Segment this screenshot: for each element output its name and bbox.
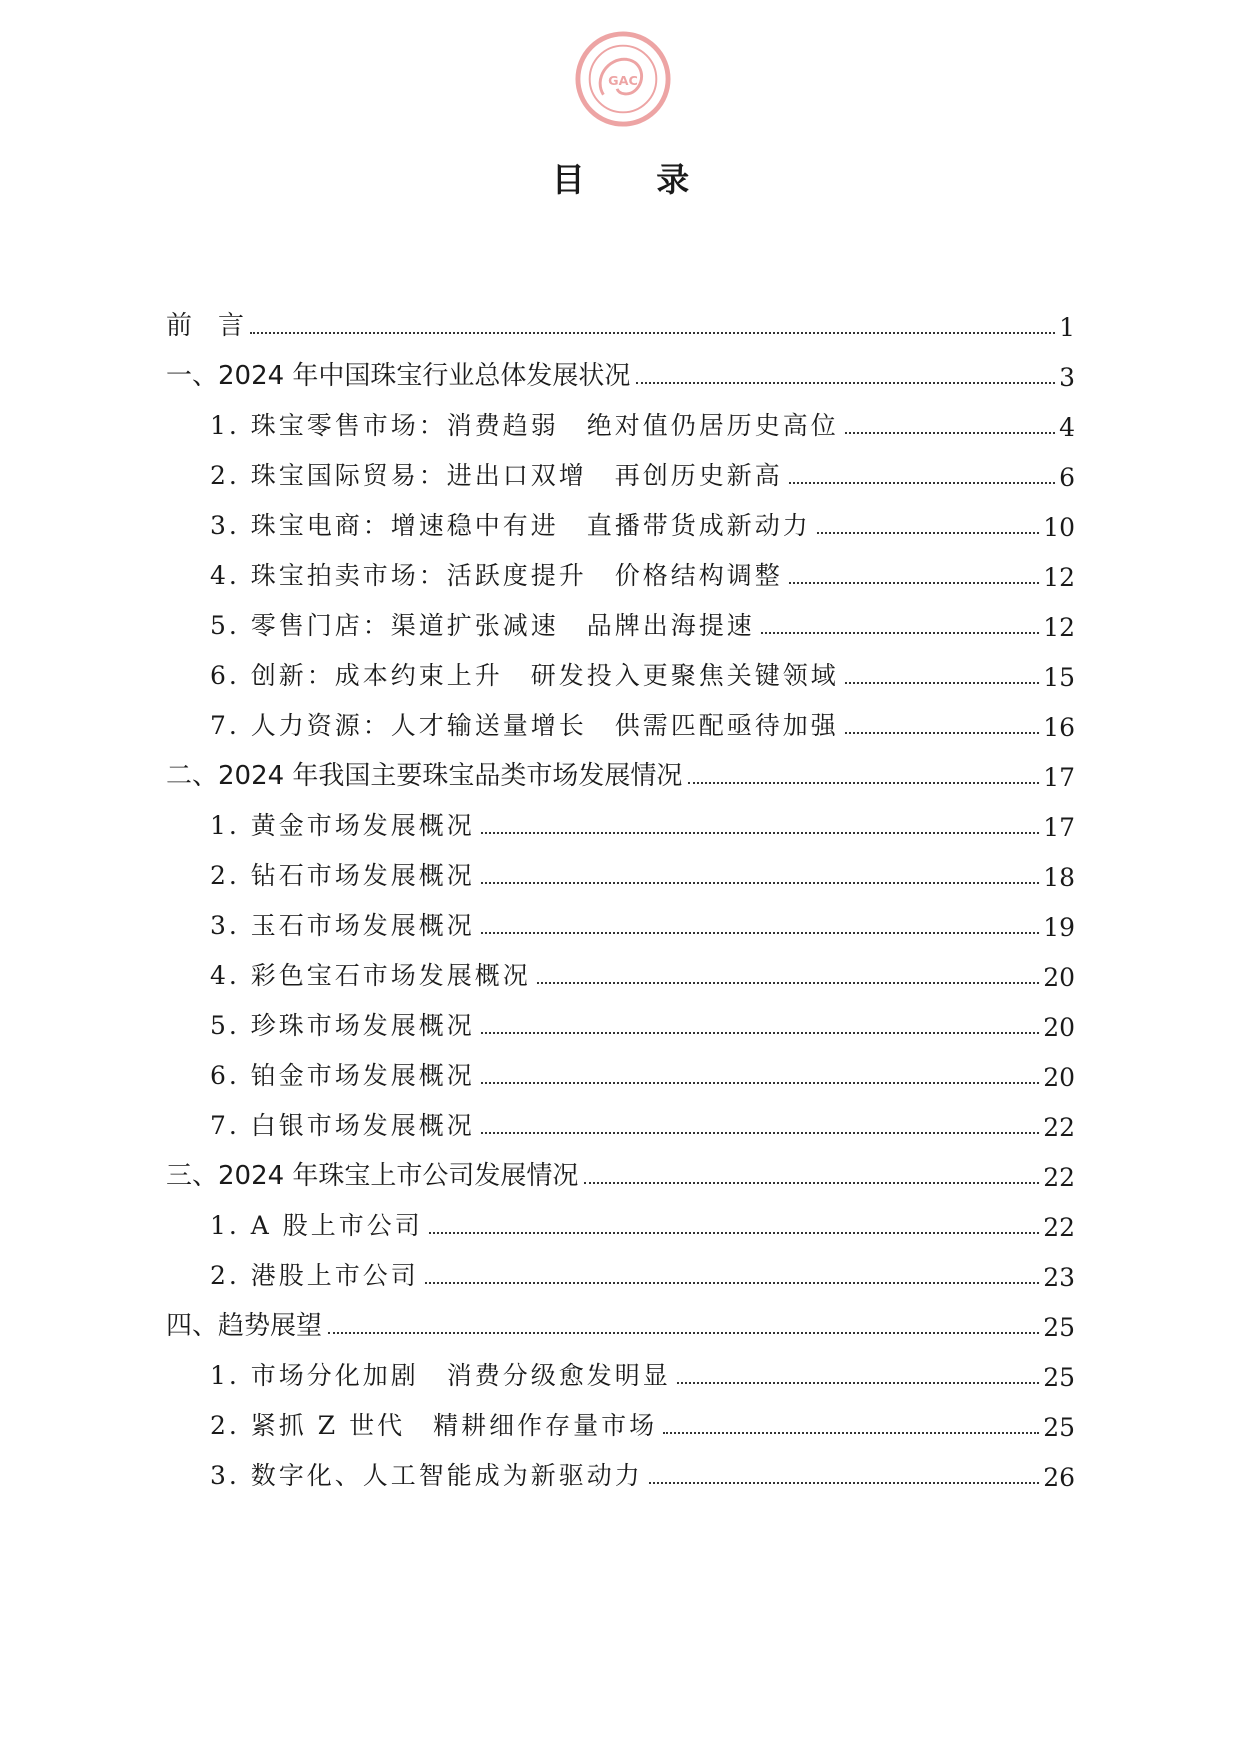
toc-subsection-entry[interactable] [166,892,1075,942]
toc-page-number: 1 [1059,313,1075,342]
toc-entry-label: 4. 珠宝拍卖市场：活跃度提升 价格结构调整 [210,561,783,590]
toc-entry-label: 5. 零售门店：渠道扩张减速 品牌出海提速 [210,611,755,640]
toc-entry-label: 3. 珠宝电商：增速稳中有进 直播带货成新动力 [210,511,811,540]
toc-page-number: 25 [1043,1313,1075,1342]
toc-page-number: 25 [1043,1413,1075,1442]
dot-leader [688,781,1039,784]
dot-leader [845,431,1055,434]
toc-subsection-entry[interactable] [166,1342,1075,1392]
dot-leader [663,1431,1039,1434]
dot-leader [845,681,1039,684]
dot-leader [250,331,1055,334]
toc-page-number: 15 [1043,663,1075,692]
toc-subsection-entry[interactable] [166,492,1075,542]
toc-page-number: 10 [1043,513,1075,542]
toc-subsection-entry[interactable] [166,1392,1075,1442]
toc-subsection-entry[interactable] [166,392,1075,442]
toc-subsection-entry[interactable] [166,692,1075,742]
toc-page-number: 17 [1043,763,1075,792]
toc-page-number: 19 [1043,913,1075,942]
toc-subsection-entry[interactable] [166,842,1075,892]
toc-entry-label: 一、2024 年中国珠宝行业总体发展状况 [166,361,631,391]
dot-leader [649,1481,1039,1484]
toc-subsection-entry[interactable] [166,1042,1075,1092]
toc-entry-label: 1. 市场分化加剧 消费分级愈发明显 [210,1361,671,1390]
toc-entry-label: 7. 人力资源：人才输送量增长 供需匹配亟待加强 [210,711,839,740]
toc-page-number: 22 [1043,1113,1075,1142]
toc-entry-label: 2. 钻石市场发展概况 [210,861,475,890]
toc-page-number: 12 [1043,613,1075,642]
toc-subsection-entry[interactable] [166,1442,1075,1492]
toc-page-number: 20 [1043,1013,1075,1042]
dot-leader [481,1131,1039,1134]
toc-section-entry[interactable] [166,1292,1075,1342]
dot-leader [817,531,1039,534]
toc-entry-label: 4. 彩色宝石市场发展概况 [210,961,531,990]
toc-page-number: 20 [1043,963,1075,992]
toc-page-number: 6 [1059,463,1075,492]
table-of-contents [166,292,1075,1492]
toc-entry-label: 3. 玉石市场发展概况 [210,911,475,940]
dot-leader [789,581,1039,584]
toc-section-entry[interactable] [166,1142,1075,1192]
toc-page-number: 18 [1043,863,1075,892]
toc-page-number: 3 [1059,363,1075,392]
dot-leader [789,481,1055,484]
toc-subsection-entry[interactable] [166,592,1075,642]
toc-subsection-entry[interactable] [166,542,1075,592]
toc-entry-label: 3. 数字化、人工智能成为新驱动力 [210,1461,643,1490]
toc-subsection-entry[interactable] [166,792,1075,842]
dot-leader [761,631,1039,634]
dot-leader [481,931,1039,934]
toc-subsection-entry[interactable] [166,642,1075,692]
toc-entry-label: 二、2024 年我国主要珠宝品类市场发展情况 [166,761,683,791]
dot-leader [584,1181,1039,1184]
toc-entry-label: 前 言 [166,311,245,341]
toc-entry-label: 四、趋势展望 [166,1311,323,1341]
toc-entry-label: 6. 创新：成本约束上升 研发投入更聚焦关键领域 [210,661,839,690]
dot-leader [481,881,1039,884]
toc-page-number: 16 [1043,713,1075,742]
dot-leader [481,831,1039,834]
toc-page-number: 4 [1059,413,1075,442]
toc-subsection-entry[interactable] [166,992,1075,1042]
toc-page-number: 12 [1043,563,1075,592]
toc-section-entry[interactable] [166,292,1075,342]
toc-entry-label: 1. 珠宝零售市场：消费趋弱 绝对值仍居历史高位 [210,411,839,440]
toc-subsection-entry[interactable] [166,1242,1075,1292]
toc-page-number: 25 [1043,1363,1075,1392]
toc-subsection-entry[interactable] [166,942,1075,992]
toc-subsection-entry[interactable] [166,1092,1075,1142]
dot-leader [425,1281,1039,1284]
toc-entry-label: 2. 港股上市公司 [210,1261,419,1290]
toc-entry-label: 5. 珍珠市场发展概况 [210,1011,475,1040]
toc-entry-label: 2. 紧抓 Z 世代 精耕细作存量市场 [210,1411,658,1440]
toc-entry-label: 6. 铂金市场发展概况 [210,1061,475,1090]
toc-entry-label: 1. A 股上市公司 [210,1211,423,1240]
toc-subsection-entry[interactable] [166,1192,1075,1242]
toc-page-number: 26 [1043,1463,1075,1492]
gac-seal-logo [574,30,672,128]
toc-page-number: 20 [1043,1063,1075,1092]
toc-page-number: 22 [1043,1213,1075,1242]
toc-section-entry[interactable] [166,342,1075,392]
toc-entry-label: 三、2024 年珠宝上市公司发展情况 [166,1161,579,1191]
seal-text: GAC [608,73,638,89]
toc-subsection-entry[interactable] [166,442,1075,492]
toc-page-number: 17 [1043,813,1075,842]
dot-leader [845,731,1039,734]
toc-entry-label: 2. 珠宝国际贸易：进出口双增 再创历史新高 [210,461,783,490]
dot-leader [429,1231,1039,1234]
dot-leader [328,1331,1039,1334]
toc-entry-label: 1. 黄金市场发展概况 [210,811,475,840]
dot-leader [481,1031,1039,1034]
dot-leader [677,1381,1039,1384]
dot-leader [636,381,1055,384]
toc-page-number: 23 [1043,1263,1075,1292]
dot-leader [481,1081,1039,1084]
toc-page-number: 22 [1043,1163,1075,1192]
toc-entry-label: 7. 白银市场发展概况 [210,1111,475,1140]
page-title: 目 录 [551,160,720,199]
dot-leader [537,981,1039,984]
toc-section-entry[interactable] [166,742,1075,792]
